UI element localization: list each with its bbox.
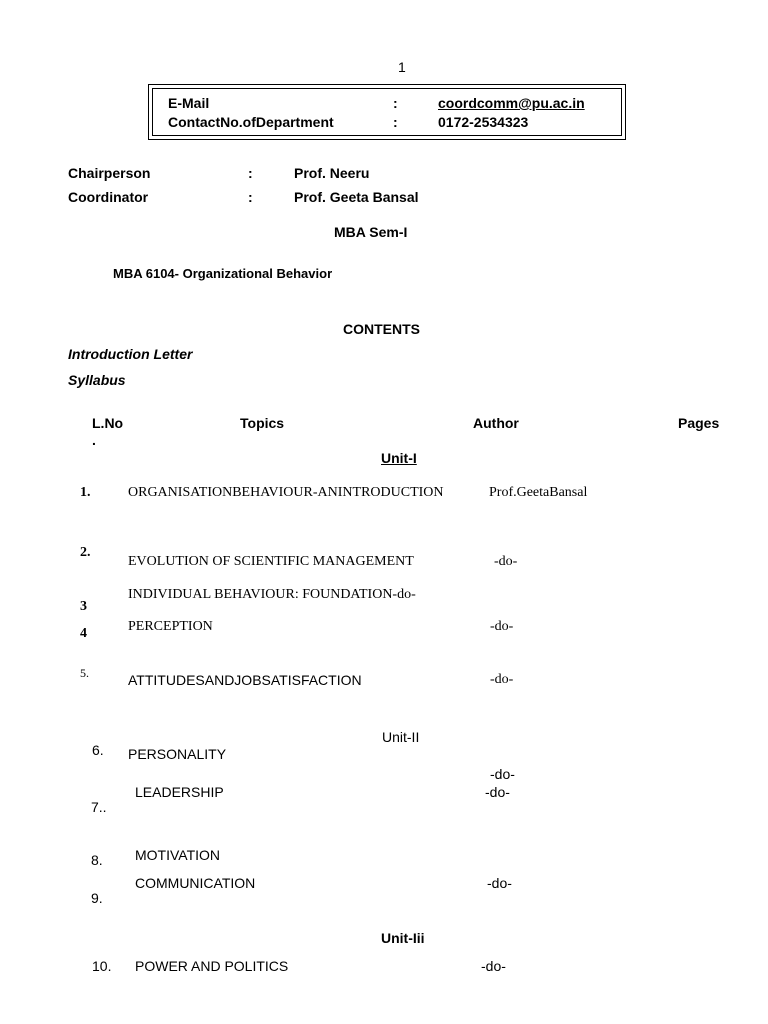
email-label: E-Mail xyxy=(168,95,210,111)
coordinator-name: Prof. Geeta Bansal xyxy=(294,189,419,205)
header-lno-dot: . xyxy=(92,432,96,448)
row-number: 1. xyxy=(80,485,91,500)
row-author: -do- xyxy=(490,672,514,687)
row-topic: ORGANISATIONBEHAVIOUR-ANINTRODUCTION xyxy=(128,485,444,500)
header-lno: L.No xyxy=(92,415,124,431)
unit-heading-3: Unit-Iii xyxy=(381,930,425,946)
row-topic: COMMUNICATION xyxy=(135,875,256,891)
page-number: 1 xyxy=(398,59,406,75)
row-topic: LEADERSHIP xyxy=(135,784,224,800)
course-title: MBA 6104- Organizational Behavior xyxy=(113,266,333,281)
row-topic: ATTITUDESANDJOBSATISFACTION xyxy=(128,672,362,688)
row-topic: PERSONALITY xyxy=(128,746,227,762)
row-number: 8. xyxy=(91,852,103,868)
row-number: 5. xyxy=(80,666,89,680)
row-number: 10. xyxy=(92,958,112,974)
row-author: -do- xyxy=(487,875,512,891)
header-topics: Topics xyxy=(240,415,285,431)
row-number: 2. xyxy=(80,545,91,560)
program-title: MBA Sem-I xyxy=(334,224,408,240)
row-author: -do- xyxy=(490,619,514,634)
header-author: Author xyxy=(473,415,519,431)
row-topic: EVOLUTION OF SCIENTIFIC MANAGEMENT xyxy=(128,554,414,569)
phone-colon: : xyxy=(393,114,398,130)
contents-heading: CONTENTS xyxy=(343,321,420,337)
phone-value: 0172-2534323 xyxy=(438,114,529,130)
row-author: -do- xyxy=(485,784,510,800)
row-author: Prof.GeetaBansal xyxy=(489,485,588,500)
chairperson-name: Prof. Neeru xyxy=(294,165,370,181)
row-number: 3 xyxy=(80,599,87,614)
email-link[interactable]: coordcomm@pu.ac.in xyxy=(438,95,585,111)
phone-label: ContactNo.ofDepartment xyxy=(168,114,334,130)
chairperson-label: Chairperson xyxy=(68,165,151,181)
row-author: -do- xyxy=(494,554,518,569)
row-number: 9. xyxy=(91,890,103,906)
row-topic: INDIVIDUAL BEHAVIOUR: FOUNDATION-do- xyxy=(128,587,416,602)
row-topic: POWER AND POLITICS xyxy=(135,958,289,974)
row-topic: PERCEPTION xyxy=(128,619,213,634)
row-topic: MOTIVATION xyxy=(135,847,221,863)
row-number: 4 xyxy=(80,626,87,641)
coordinator-colon: : xyxy=(248,189,253,205)
row-author: -do- xyxy=(490,766,515,782)
row-number: 6. xyxy=(92,742,104,758)
email-colon: : xyxy=(393,95,398,111)
unit-heading-1: Unit-I xyxy=(381,450,417,466)
header-pages: Pages xyxy=(678,415,720,431)
row-number: 7.. xyxy=(91,799,107,815)
row-author: -do- xyxy=(481,958,506,974)
syllabus: Syllabus xyxy=(68,372,126,388)
unit-heading-2: Unit-II xyxy=(382,729,420,745)
intro-letter: Introduction Letter xyxy=(68,346,193,362)
chairperson-colon: : xyxy=(248,165,253,181)
contact-box xyxy=(148,84,626,140)
coordinator-label: Coordinator xyxy=(68,189,149,205)
